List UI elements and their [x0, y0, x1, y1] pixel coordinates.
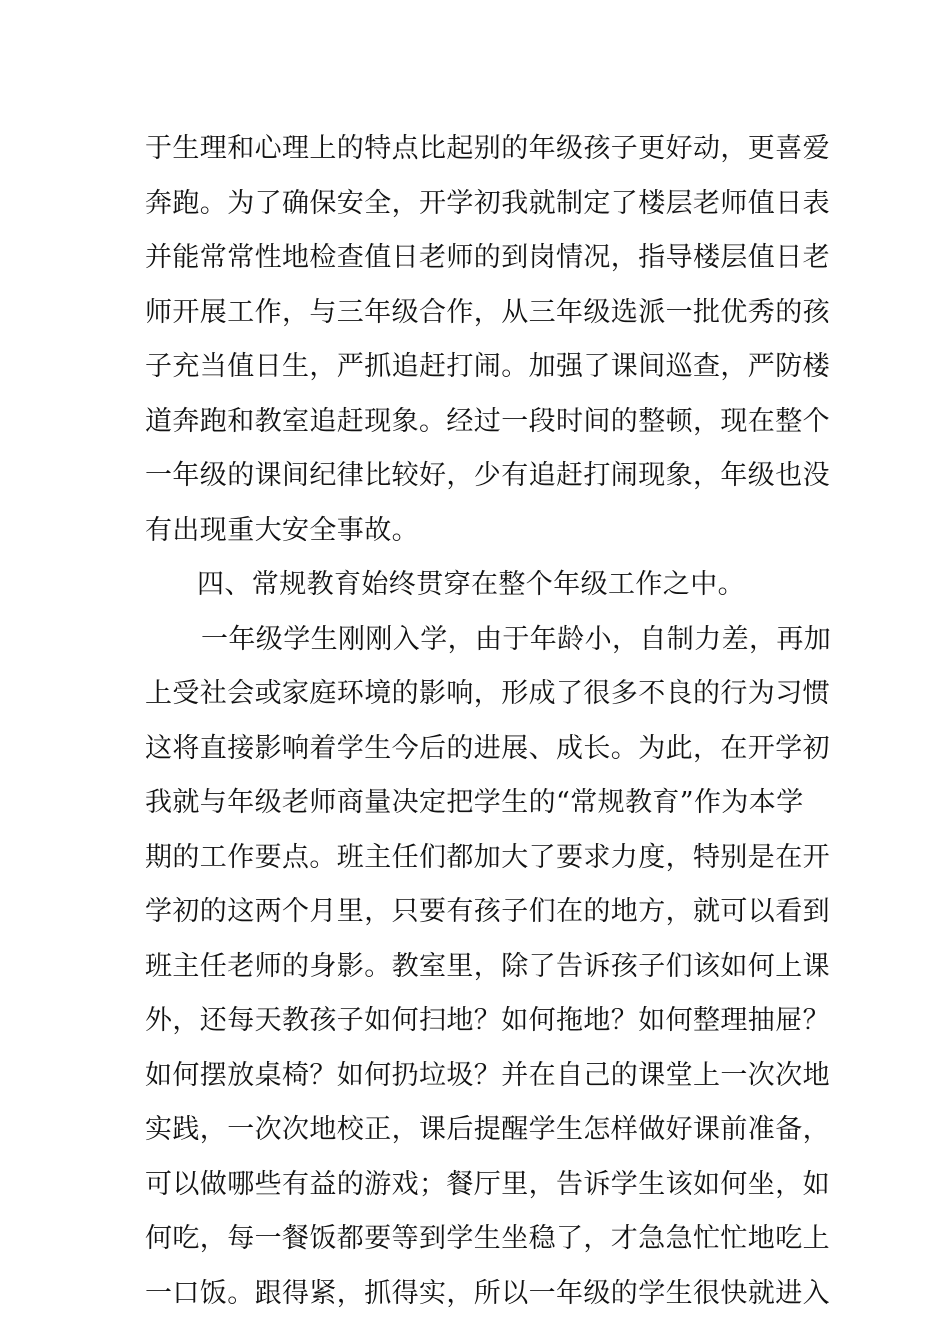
text-line: 道奔跑和教室追赶现象。经过一段时间的整顿，现在整个 — [145, 405, 830, 437]
text-line: 如何摆放桌椅？如何扔垃圾？并在自己的课堂上一次次地 — [145, 1059, 830, 1091]
text-line: 一口饭。跟得紧，抓得实，所以一年级的学生很快就进入 — [145, 1277, 830, 1309]
section-heading: 四、常规教育始终贯穿在整个年级工作之中。 — [197, 569, 745, 600]
text-line: 外，还每天教孩子如何扫地？如何拖地？如何整理抽屉？ — [145, 1005, 830, 1036]
text-line: 何吃，每一餐饭都要等到学生坐稳了，才急急忙忙地吃上 — [145, 1223, 830, 1254]
text-line: 上受社会或家庭环境的影响，形成了很多不良的行为习惯 — [145, 678, 830, 709]
text-line: 可以做哪些有益的游戏；餐厅里，告诉学生该如何坐，如 — [145, 1168, 830, 1200]
text-line: 一年级的课间纪律比较好，少有追赶打闹现象，年级也没 — [145, 460, 830, 491]
text-line: 于生理和心理上的特点比起别的年级孩子更好动，更喜爱 — [145, 133, 830, 164]
text-line: 实践，一次次地校正，课后提醒学生怎样做好课前准备， — [145, 1114, 830, 1145]
text-line: 奔跑。为了确保安全，开学初我就制定了楼层老师值日表 — [145, 187, 830, 219]
text-line: 班主任老师的身影。教室里，除了告诉孩子们该如何上课 — [145, 950, 830, 982]
text-line: 期的工作要点。班主任们都加大了要求力度，特别是在开 — [145, 841, 830, 873]
text-line: 我就与年级老师商量决定把学生的“常规教育”作为本学 — [145, 787, 804, 818]
text-line: 师开展工作，与三年级合作，从三年级选派一批优秀的孩 — [145, 296, 830, 328]
text-line: 这将直接影响着学生今后的进展、成长。为此，在开学初 — [145, 732, 830, 764]
text-line: 学初的这两个月里，只要有孩子们在的地方，就可以看到 — [145, 896, 830, 927]
text-line: 有出现重大安全事故。 — [145, 514, 419, 546]
text-line: 一年级学生刚刚入学，由于年龄小，自制力差，再加 — [201, 623, 832, 655]
text-line: 并能常常性地检查值日老师的到岗情况，指导楼层值日老 — [145, 242, 830, 273]
text-line: 子充当值日生，严抓追赶打闹。加强了课间巡查，严防楼 — [145, 351, 830, 382]
body-text — [145, 122, 832, 1321]
